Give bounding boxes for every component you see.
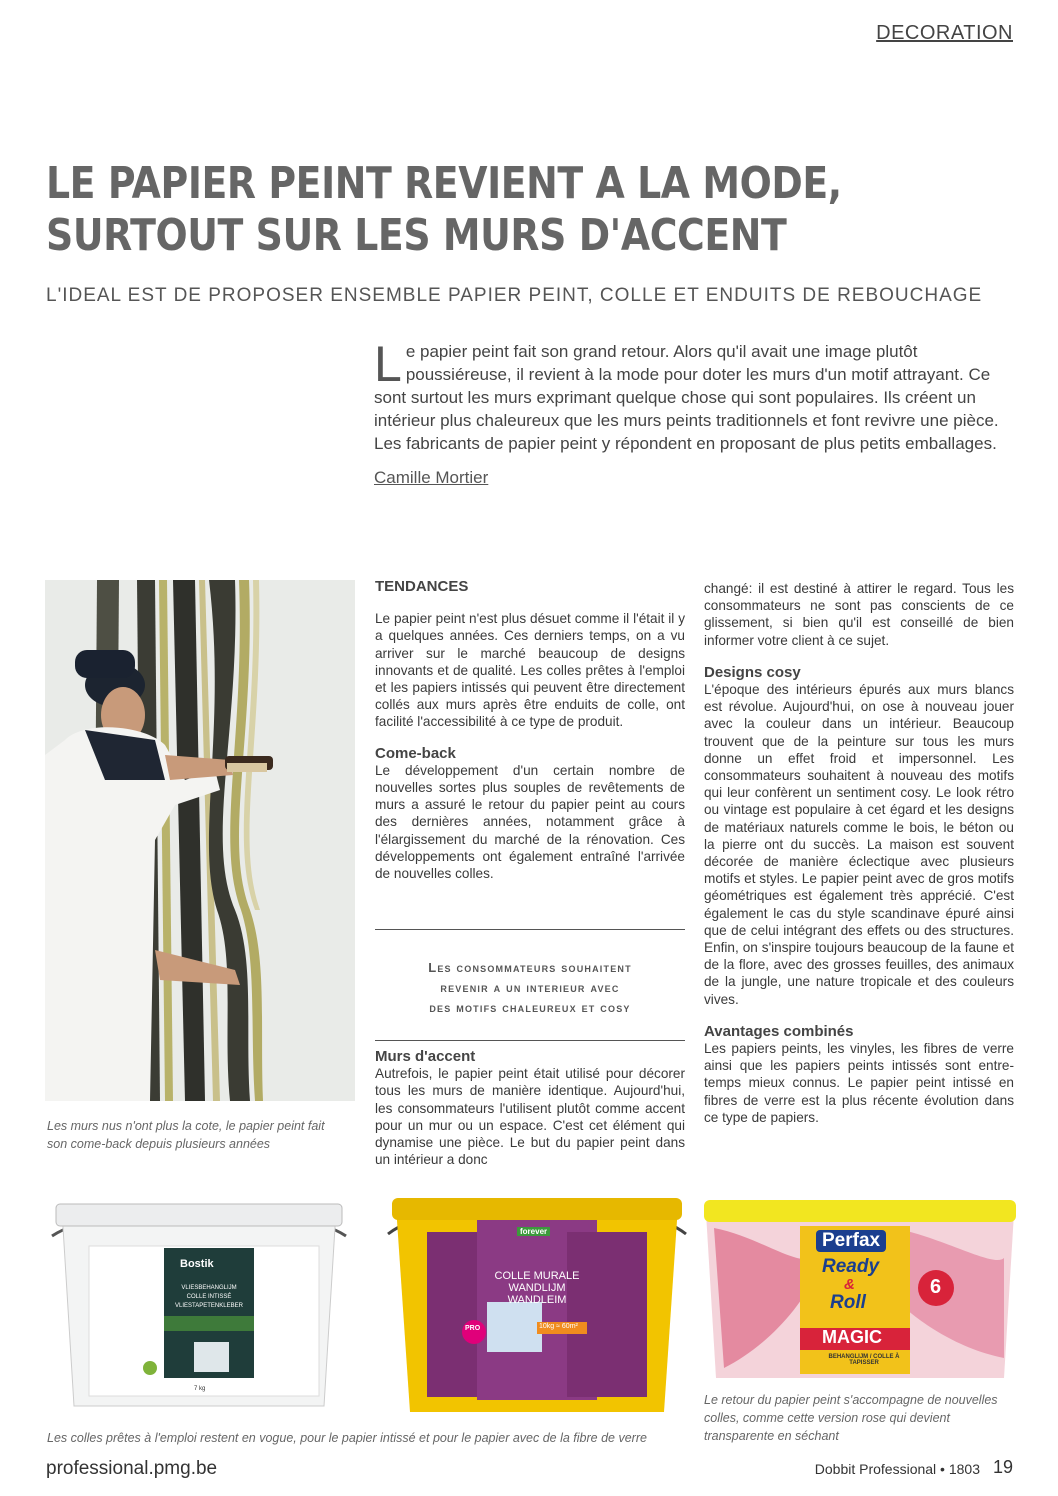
article-title — [46, 158, 872, 262]
column-middle-lower — [375, 1048, 685, 1168]
column-right — [704, 580, 1014, 1126]
section-tag: DECORATION — [876, 22, 1013, 44]
pull-quote-line-3: des motifs chaleureux et cosy — [429, 1000, 631, 1015]
forever-label-2: WANDLIJM — [508, 1282, 566, 1294]
bostik-label-1: VLIESBEHANGLIJM — [181, 1285, 237, 1291]
bostik-weight: 7 kg — [194, 1386, 206, 1392]
bostik-label — [164, 1284, 254, 1311]
heading-designs-cosy: Designs cosy — [704, 663, 801, 681]
forever-dose: 10kg ≈ 60m² — [539, 1323, 578, 1330]
perfax-label-3: Roll — [830, 1292, 866, 1313]
perfax-label-2: & — [844, 1276, 855, 1293]
title-line-2: SURTOUT SUR LES MURS D'ACCENT — [46, 210, 787, 261]
forever-label-1: COLLE MURALE — [494, 1270, 580, 1282]
title-line-1: LE PAPIER PEINT REVIENT A LA MODE, — [46, 158, 842, 209]
perfax-label — [822, 1258, 912, 1312]
footer-magazine: Dobbit Professional • 1803 — [814, 1461, 980, 1477]
forever-brand: forever — [517, 1227, 550, 1236]
perfax-bottom-label: BEHANGLIJM / COLLE À TAPISSER — [828, 1354, 900, 1366]
bostik-brand: Bostik — [180, 1258, 214, 1270]
bostik-label-2: COLLE INTISSÉ — [186, 1294, 232, 1300]
wallpapering-photo — [45, 580, 355, 1101]
heading-come-back: Come-back — [375, 744, 456, 762]
paragraph-murs-accent-cont: changé: il est destiné à attirer le regard. Tous les consommateurs ne sont pas conscients de ce glissement, si bien qu'il est conseillé de bien informer votre client à ce sujet. — [704, 581, 1014, 648]
forever-label-3: WANDLEIM — [507, 1294, 567, 1306]
quote-rule-top — [375, 929, 685, 930]
photo-caption: Les murs nus n'ont plus la cote, le papier peint fait son come-back depuis plusieurs années — [47, 1119, 325, 1151]
perfax-brand: Perfax — [816, 1230, 886, 1252]
paragraph-murs-accent: Autrefois, le papier peint était utilisé pour décorer tous les murs de manière identique. Aujourd'hui, les consommateurs l'utilisent plutôt comme accent pour un mur ou un espace. C'est cet élément qui dynamise une pièce. Le but du papier peint dans un intérieur a donc — [375, 1066, 685, 1168]
intro-text: e papier peint fait son grand retour. Alors qu'il avait une image plutôt poussiéreuse, il revient à la mode pour doter les murs d'un motif attrayant. Ce sont surtout les murs exprimant quelque chose qui sont populaires. Ils créent un intérieur plus chaleureux que les murs peints traditionnels et font revivre une pièce. Les fabricants de papier peint y répondent en proposant de plus petits emballages. — [374, 342, 999, 453]
forever-bucket-image — [382, 1192, 692, 1417]
products-caption-right: Le retour du papier peint s'accompagne de nouvelles colles, comme cette version rose qui devient transparente en séchant — [704, 1393, 998, 1443]
heading-tendances: TENDANCES — [375, 578, 469, 595]
author-link[interactable]: Camille Mortier — [374, 468, 489, 487]
bostik-bucket-image — [44, 1196, 354, 1411]
paragraph-designs-cosy: L'époque des intérieurs épurés aux murs blancs est révolue. Aujourd'hui, on ose à nouveau jouer avec la couleur dans un intérieur. Beaucoup trouvent que de la peinture sur tous les murs donne un effet froid et impersonnel. Les consommateurs souhaitent à nouveau des motifs qui leur confèrent un sentiment cosy. Le look rétro ou vintage est populaire à cet égard et les designs de matériaux naturels comme le bois, le béton ou la pierre ont du succès. La maison est souvent décorée de manière éclectique avec plusieurs motifs et styles. Le papier peint avec de gros motifs géométriques est également très apprécié. C'est également le cas du style scandinave épuré ainsi que de celui intégrant des effets ou des structures. Enfin, on s'inspire toujours beaucoup de la faune et de la flore, avec des grosses feuilles, des animaux de la jungle, une nature tropicale et des couleurs vives. — [704, 682, 1014, 1007]
quote-rule-bottom — [375, 1040, 685, 1041]
heading-murs-accent: Murs d'accent — [375, 1048, 476, 1065]
heading-avantages: Avantages combinés — [704, 1022, 854, 1040]
pull-quote-line-1: Les consommateurs souhaitent — [428, 960, 632, 975]
footer-website-link[interactable]: professional.pmg.be — [46, 1458, 218, 1479]
paragraph-tendances: Le papier peint n'est plus désuet comme il l'était il y a quelques années. Ces derniers temps, on a vu arriver sur le marché beaucoup de designs innovants et de qualité. Les colles prêtes à l'emploi et les papiers intissés qui peuvent être directement collés aux murs après être enduits de colle, ont facilité l'accessibilité à ce type de produit. — [375, 611, 685, 730]
pull-quote-line-2: revenir a un interieur avec — [440, 980, 620, 995]
intro-paragraph — [374, 336, 1014, 455]
perfax-magic: MAGIC — [822, 1327, 882, 1347]
perfax-label-1: Ready — [822, 1256, 880, 1277]
drop-cap: L — [374, 336, 402, 392]
forever-pro-badge: PRO — [465, 1325, 481, 1332]
paragraph-avantages: Les papiers peints, les vinyles, les fibres de verre ainsi que les papiers peints intissés sont entre-temps mieux connus. Le papier peint intissé en fibres de verre est la plus récente évolution dans ce type de papiers. — [704, 1041, 1014, 1125]
column-middle — [375, 578, 685, 882]
article-subtitle: L'IDEAL EST DE PROPOSER ENSEMBLE PAPIER PEINT, COLLE ET ENDUITS DE REBOUCHAGE — [46, 285, 983, 306]
paragraph-come-back: Le développement d'un certain nombre de nouvelles sortes plus souples de revêtements de murs a assuré le retour du papier peint au cours des dernières années, notamment grâce à l'élargissement du marché de la rénovation. Ces développements ont également entraîné l'arrivée de nouvelles colles. — [375, 762, 685, 882]
pull-quote — [375, 958, 685, 1018]
bostik-label-3: VLIESTAPETENKLEBER — [175, 1303, 243, 1309]
forever-label — [479, 1270, 595, 1306]
perfax-six-badge: 6 — [930, 1276, 942, 1298]
perfax-bucket-image — [704, 1198, 1016, 1380]
page-number: 19 — [992, 1457, 1013, 1477]
products-caption-bottom: Les colles prêtes à l'emploi restent en vogue, pour le papier intissé et pour le papier avec de la fibre de verre — [47, 1431, 647, 1445]
